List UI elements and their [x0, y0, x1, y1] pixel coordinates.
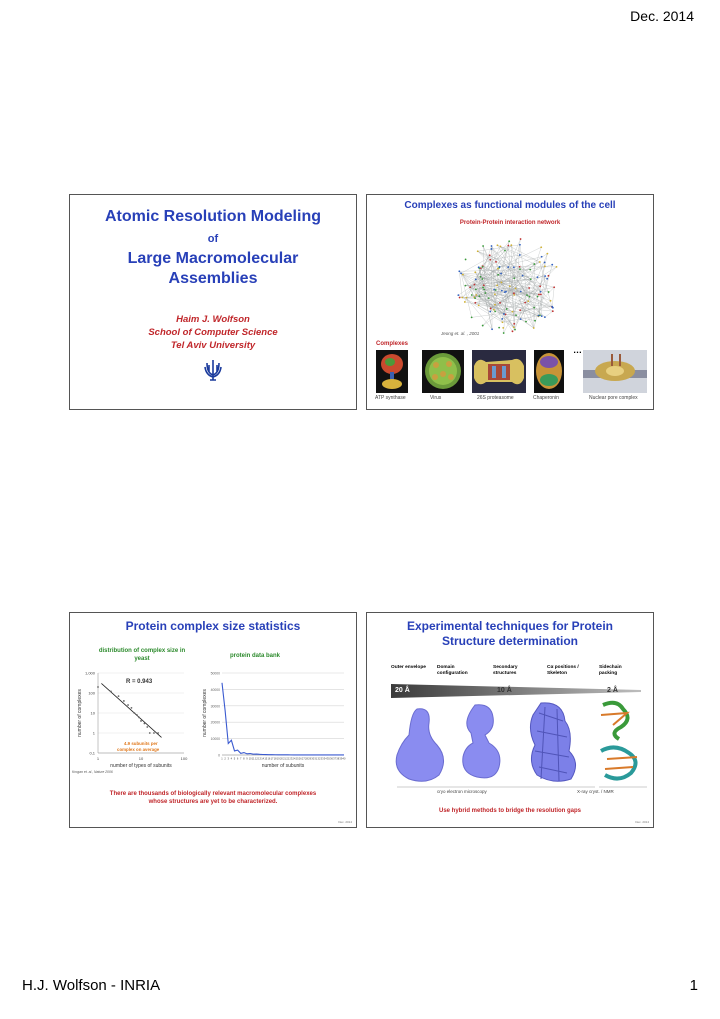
- network-node: [495, 261, 497, 263]
- network-node: [497, 274, 499, 276]
- network-node: [465, 259, 467, 261]
- network-node: [501, 318, 503, 320]
- network-node: [482, 266, 484, 268]
- pdb-y-tick-label: 30000: [210, 704, 220, 709]
- resolution-10: 10 Å: [497, 687, 512, 694]
- network-node: [480, 276, 482, 278]
- more-complexes-ellipsis: …: [573, 345, 582, 355]
- network-node: [481, 278, 483, 280]
- pdb-x-tick-label: 30: [311, 757, 315, 761]
- slide-techniques-title: [367, 619, 653, 649]
- yeast-y-tick-label: 0,1: [89, 750, 95, 756]
- yeast-data-point: [149, 732, 151, 734]
- pdb-x-tick-label: 24: [292, 757, 296, 761]
- pdb-x-tick-label: 21: [283, 757, 287, 761]
- network-node: [519, 254, 521, 256]
- yeast-y-tick-label: 1,000: [84, 670, 95, 676]
- network-node: [465, 297, 467, 299]
- network-node: [528, 287, 530, 289]
- network-node: [539, 285, 541, 287]
- network-node: [464, 301, 466, 303]
- slide-title-line2-3: [70, 249, 356, 289]
- conclusion-line1: There are thousands of biologically relevant macromolecular complexes: [109, 791, 317, 797]
- yeast-data-point: [153, 732, 155, 734]
- network-node: [458, 270, 460, 272]
- slide-title-of: of: [207, 233, 219, 245]
- slide-title: [69, 194, 357, 410]
- network-node: [504, 250, 506, 252]
- network-edge: [461, 245, 511, 273]
- network-node: [507, 266, 509, 268]
- network-node: [475, 288, 477, 290]
- network-node: [529, 269, 531, 271]
- network-node: [508, 240, 510, 242]
- network-node: [475, 278, 477, 280]
- network-node: [503, 313, 505, 315]
- network-node: [509, 285, 511, 287]
- network-node: [551, 264, 553, 266]
- yeast-data-point: [144, 723, 146, 725]
- slide-title-line1: Atomic Resolution Modeling: [105, 208, 321, 225]
- pdb-x-tick-label: 34: [323, 757, 327, 761]
- slide-title-line2: Large Macromolecular: [127, 250, 299, 267]
- affiliation-university: Tel Aviv University: [170, 340, 256, 351]
- network-edge: [545, 311, 553, 317]
- yeast-data-point: [123, 700, 125, 702]
- pdb-x-tick-label: 11: [251, 757, 255, 761]
- network-node: [510, 244, 512, 246]
- pdb-x-tick-label: 9: [246, 757, 248, 761]
- network-node: [519, 244, 521, 246]
- network-node: [519, 266, 521, 268]
- network-node: [525, 321, 527, 323]
- network-edge: [501, 276, 522, 283]
- page-header-date: Dec. 2014: [630, 8, 694, 24]
- pdb-x-tick-label: 14: [261, 757, 265, 761]
- yeast-avg-note-2: complex on average: [117, 747, 160, 752]
- pdb-y-tick-label: 50000: [210, 671, 220, 676]
- pdb-x-tick-label: 28: [305, 757, 308, 761]
- yeast-y-tick-label: 1: [92, 730, 95, 736]
- network-node: [533, 263, 535, 265]
- network-node: [491, 245, 493, 247]
- conclusion-line2: whose structures are yet to be characterized.: [148, 799, 278, 805]
- university-logo-icon: [203, 359, 223, 381]
- virus-image: [422, 350, 464, 393]
- resolution-20: 20 Å: [395, 687, 410, 694]
- network-node: [473, 284, 475, 286]
- network-node: [497, 268, 499, 270]
- pdb-x-tick-label: 27: [301, 757, 305, 761]
- network-node: [488, 297, 490, 299]
- slide-footer-date: Dec. 2014: [635, 820, 649, 824]
- network-node: [541, 256, 543, 258]
- network-node: [515, 288, 517, 290]
- network-node: [483, 288, 485, 290]
- network-node: [474, 297, 476, 299]
- yeast-x-tick-label: 1: [96, 756, 100, 761]
- network-node: [524, 302, 526, 304]
- network-node: [544, 275, 546, 277]
- nuclear-pore-complex-image: [583, 350, 647, 393]
- yeast-data-point: [140, 720, 142, 722]
- network-node: [493, 289, 495, 291]
- network-node: [537, 296, 539, 298]
- pdb-x-axis-label: number of subunits: [261, 763, 305, 769]
- network-node: [483, 284, 485, 286]
- pdb-x-tick-label: 18: [273, 757, 277, 761]
- col-domain-configuration: Domain configuration: [437, 665, 468, 676]
- network-node: [540, 291, 542, 293]
- proteasome-image: [472, 350, 526, 393]
- pdb-x-tick-label: 2: [224, 757, 226, 761]
- yeast-data-point: [97, 686, 99, 688]
- pdb-x-tick-label: 5: [233, 757, 236, 761]
- network-node: [484, 292, 486, 294]
- network-node: [533, 327, 535, 329]
- network-node: [553, 286, 555, 288]
- network-node: [498, 327, 500, 329]
- network-node: [556, 266, 558, 268]
- network-node: [540, 246, 542, 248]
- pdb-x-tick-label: 26: [298, 757, 302, 761]
- slide-statistics-title: Protein complex size statistics: [125, 619, 301, 633]
- pdb-y-tick-label: 20000: [210, 720, 220, 725]
- techniques-title-line2: Structure determination: [441, 634, 579, 648]
- network-node: [494, 311, 496, 313]
- network-node: [541, 315, 543, 317]
- pdb-chart-caption: protein data bank: [230, 653, 281, 659]
- network-node: [500, 245, 502, 247]
- network-node: [527, 300, 529, 302]
- hybrid-methods-note: Use hybrid methods to bridge the resolution gaps: [438, 808, 581, 814]
- network-node: [522, 275, 524, 277]
- network-node: [459, 297, 461, 299]
- network-node: [482, 245, 484, 247]
- network-node: [514, 329, 516, 331]
- pdb-x-tick-label: 25: [295, 757, 299, 761]
- pdb-x-tick-label: 35: [326, 757, 330, 761]
- pdb-x-tick-label: 6: [236, 757, 239, 761]
- pdb-complex-size-chart: [198, 667, 348, 783]
- network-node: [482, 325, 484, 327]
- network-node: [507, 245, 509, 247]
- pdb-y-tick-label: 10000: [210, 737, 220, 742]
- pdb-x-tick-label: 4: [230, 757, 233, 761]
- yeast-data-point: [133, 712, 135, 714]
- network-node: [548, 291, 550, 293]
- network-node: [520, 238, 522, 240]
- yeast-y-tick-label: 10: [90, 710, 95, 716]
- network-edge: [552, 287, 554, 306]
- network-edge: [527, 295, 539, 296]
- yeast-data-point: [131, 707, 133, 709]
- network-node: [515, 314, 517, 316]
- pdb-x-tick-label: 12: [254, 757, 258, 761]
- network-node: [530, 278, 532, 280]
- pdb-x-tick-label: 38: [336, 757, 340, 761]
- network-node: [544, 265, 546, 267]
- chaperonin-image: [534, 350, 564, 393]
- outer-envelope-blob-image: [387, 705, 453, 785]
- network-caption: Protein-Protein interaction network: [459, 220, 561, 226]
- pdb-series-line: [222, 683, 344, 755]
- pdb-x-tick-label: 37: [333, 757, 337, 761]
- slide-complexes: [366, 194, 654, 410]
- network-node: [493, 309, 495, 311]
- network-node: [513, 277, 515, 279]
- resolution-2: 2 Å: [607, 687, 618, 694]
- pdb-x-tick-label: 29: [308, 757, 312, 761]
- yeast-x-axis-label: number of types of subunits: [110, 763, 172, 769]
- yeast-data-point: [138, 717, 140, 719]
- pdb-x-tick-label: 7: [240, 757, 242, 761]
- network-node: [460, 272, 462, 274]
- yeast-y-tick-label: 100: [88, 690, 95, 696]
- yeast-r-value: R = 0.943: [126, 679, 153, 685]
- network-edge: [508, 245, 540, 262]
- network-node: [513, 326, 515, 328]
- network-node: [513, 294, 515, 296]
- network-node: [489, 259, 491, 261]
- xray-nmr-label: X-ray cryst. / NMR: [577, 789, 614, 794]
- network-node: [551, 306, 553, 308]
- pdb-x-tick-label: 13: [258, 757, 261, 761]
- yeast-y-axis-label: number of complexes: [77, 689, 83, 737]
- network-node: [478, 295, 480, 297]
- pdb-x-tick-label: 3: [227, 757, 229, 761]
- interaction-network-image: [443, 229, 575, 341]
- network-node: [550, 300, 552, 302]
- resolution-gradient-bar: [391, 684, 641, 698]
- yeast-citation: Krogan et. al., Nature 2006: [72, 770, 113, 774]
- network-node: [478, 266, 480, 268]
- network-node: [471, 316, 473, 318]
- network-node: [497, 244, 499, 246]
- network-node: [538, 315, 540, 317]
- yeast-data-point: [110, 691, 112, 693]
- network-edge: [463, 275, 475, 299]
- affiliation-school: School of Computer Science: [148, 327, 278, 338]
- network-node: [502, 327, 504, 329]
- pdb-x-tick-label: 32: [317, 757, 321, 761]
- yeast-x-tick-label: 10: [138, 756, 144, 761]
- network-node: [513, 323, 515, 325]
- network-node: [490, 308, 492, 310]
- network-edge: [479, 260, 491, 268]
- slide-complexes-title: Complexes as functional modules of the cell: [404, 200, 616, 211]
- network-node: [546, 278, 548, 280]
- pdb-x-tick-label: 39: [339, 757, 343, 761]
- network-node: [512, 330, 514, 332]
- network-node: [500, 282, 502, 284]
- col-skeleton: Cα positions / Skeleton: [547, 665, 579, 676]
- network-node: [539, 261, 541, 263]
- network-node: [469, 286, 471, 288]
- pdb-x-tick-label: 23: [289, 757, 293, 761]
- complex-label-atp: ATP synthase: [375, 395, 406, 401]
- atp-synthase-image: [376, 350, 408, 393]
- yeast-data-point: [146, 726, 148, 728]
- pdb-x-tick-label: 17: [270, 757, 274, 761]
- author-block: [70, 313, 356, 352]
- network-node: [495, 289, 497, 291]
- network-node: [501, 290, 503, 292]
- col-secondary-structures: Secondary structures: [493, 665, 518, 676]
- pdb-x-tick-label: 31: [314, 757, 318, 761]
- network-node: [461, 297, 463, 299]
- pdb-x-tick-label: 15: [264, 757, 268, 761]
- network-node: [499, 266, 501, 268]
- yeast-complex-size-chart: [70, 667, 200, 783]
- network-node: [457, 294, 459, 296]
- network-node: [533, 307, 535, 309]
- yeast-avg-note-1: 4.9 subunits per: [124, 741, 158, 746]
- network-node: [465, 285, 467, 287]
- network-node: [478, 304, 480, 306]
- network-node: [505, 314, 507, 316]
- network-node: [494, 293, 496, 295]
- network-node: [529, 296, 531, 298]
- slide-footer-date: Dec. 2014: [338, 820, 352, 824]
- network-node: [540, 293, 542, 295]
- complex-label-chaperonin: Chaperonin: [533, 395, 559, 401]
- page-number: 1: [689, 977, 698, 994]
- network-node: [544, 316, 546, 318]
- network-node: [546, 253, 548, 255]
- col-outer-envelope: Outer envelope: [391, 665, 426, 670]
- complex-label-virus: Virus: [430, 395, 442, 401]
- cryo-em-label: cryo electron microscopy: [437, 789, 487, 794]
- network-node: [489, 311, 491, 313]
- yeast-data-point: [157, 732, 159, 734]
- network-edge: [476, 279, 514, 327]
- pdb-x-tick-label: 40: [342, 757, 346, 761]
- pdb-x-tick-label: 36: [330, 757, 333, 761]
- techniques-title-line1: Experimental techniques for Protein: [406, 619, 614, 633]
- network-node: [552, 310, 554, 312]
- network-node: [491, 248, 493, 250]
- pdb-x-tick-label: 19: [276, 757, 280, 761]
- atomic-structure-ribbon-image: [593, 699, 649, 787]
- network-node: [526, 294, 528, 296]
- complex-label-npc: Nuclear pore complex: [589, 395, 638, 401]
- network-node: [548, 275, 550, 277]
- network-node: [462, 274, 464, 276]
- network-node: [520, 318, 522, 320]
- pdb-y-axis-label: number of complexes: [202, 689, 208, 737]
- network-node: [512, 311, 514, 313]
- statistics-conclusion: [70, 790, 356, 806]
- pdb-x-tick-label: 8: [243, 757, 245, 761]
- author-name: Haim J. Wolfson: [176, 314, 250, 325]
- network-node: [513, 292, 515, 294]
- network-node: [506, 308, 508, 310]
- network-node: [500, 273, 502, 275]
- network-citation: Jeong et. al. , 2001: [441, 331, 480, 336]
- pdb-y-tick-label: 40000: [210, 687, 220, 692]
- network-node: [504, 291, 506, 293]
- network-node: [489, 254, 491, 256]
- network-node: [519, 268, 521, 270]
- complex-label-proteasome: 26S proteasome: [477, 395, 514, 401]
- network-node: [537, 276, 539, 278]
- yeast-data-point: [136, 714, 138, 716]
- secondary-structure-density-image: [523, 701, 583, 785]
- network-node: [491, 328, 493, 330]
- network-node: [475, 294, 477, 296]
- network-node: [534, 320, 536, 322]
- network-node: [482, 286, 484, 288]
- pdb-x-tick-label: 20: [279, 757, 283, 761]
- pdb-x-tick-label: 16: [267, 757, 271, 761]
- network-node: [496, 285, 498, 287]
- network-node: [477, 250, 479, 252]
- network-node: [499, 302, 501, 304]
- pdb-y-tick-label: 0: [218, 753, 220, 758]
- domain-configuration-image: [455, 703, 507, 783]
- network-node: [474, 302, 476, 304]
- network-node: [544, 262, 546, 264]
- yeast-chart-caption: distribution of complex size in yeast: [98, 648, 186, 662]
- pdb-x-tick-label: 10: [248, 757, 252, 761]
- network-node: [494, 304, 496, 306]
- complexes-label: Complexes: [376, 341, 409, 347]
- network-node: [471, 294, 473, 296]
- slide-size-statistics: [69, 612, 357, 828]
- yeast-data-point: [118, 695, 120, 697]
- col-sidechain-packing: Sidechain packing: [599, 665, 622, 676]
- page-footer-author: H.J. Wolfson - INRIA: [22, 977, 161, 994]
- slide-experimental-techniques: [366, 612, 654, 828]
- network-node: [519, 309, 521, 311]
- network-node: [474, 271, 476, 273]
- yeast-x-tick-label: 100: [180, 756, 188, 761]
- pdb-x-tick-label: 22: [286, 757, 290, 761]
- network-node: [520, 291, 522, 293]
- network-node: [513, 266, 515, 268]
- pdb-x-tick-label: 33: [320, 757, 324, 761]
- slide-title-line3: Assemblies: [168, 270, 258, 287]
- pdb-x-tick-label: 1: [221, 757, 223, 761]
- network-node: [538, 294, 540, 296]
- yeast-data-point: [127, 704, 129, 706]
- network-node: [503, 332, 505, 334]
- network-node: [502, 321, 504, 323]
